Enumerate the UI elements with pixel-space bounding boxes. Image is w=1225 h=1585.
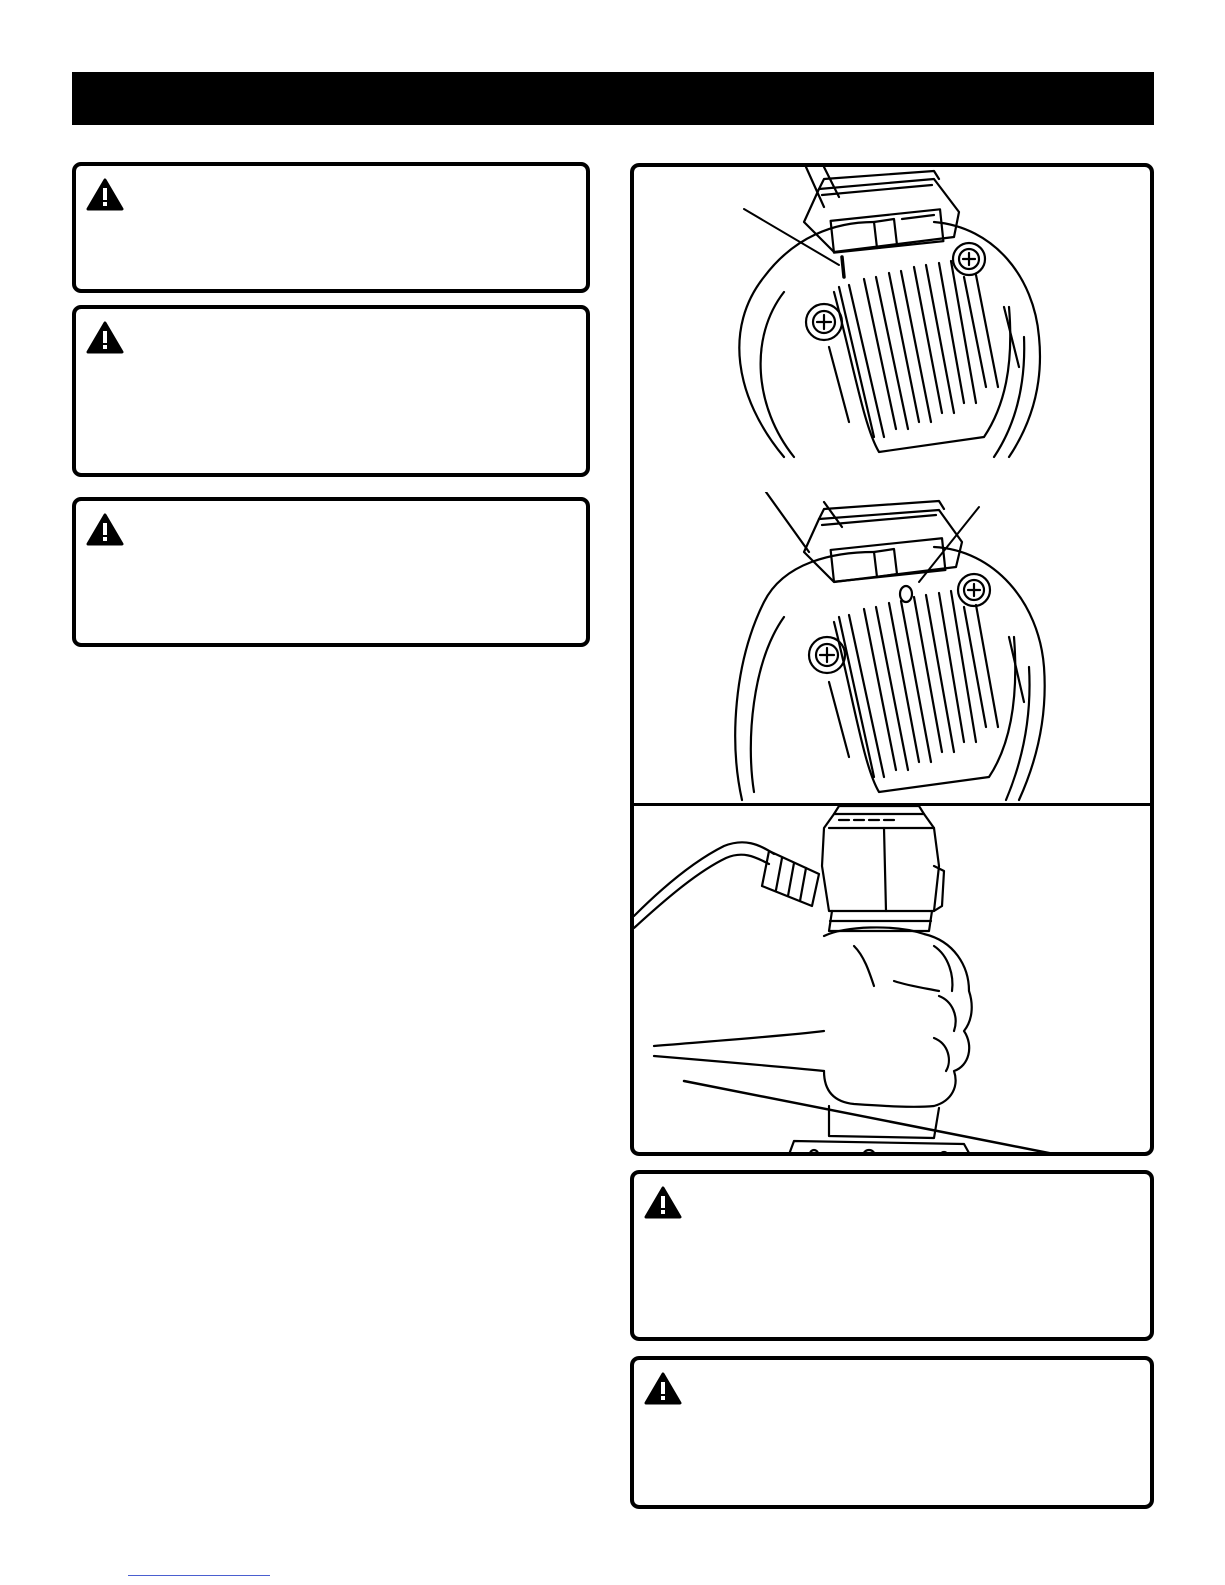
warning-triangle-icon xyxy=(86,321,124,355)
section-header-bar xyxy=(72,72,1154,125)
warning-box-2 xyxy=(72,305,590,477)
warning-box-3 xyxy=(72,497,590,647)
footer-link-underline[interactable] xyxy=(128,1575,270,1576)
warning-triangle-icon xyxy=(86,178,124,212)
switch-on-illustration xyxy=(634,167,1150,462)
warning-triangle-icon xyxy=(644,1186,682,1220)
router-handling-illustration xyxy=(634,806,1150,1156)
warning-box-4 xyxy=(630,1170,1154,1341)
warning-box-1 xyxy=(72,162,590,293)
figure-panel xyxy=(630,163,1154,1156)
warning-triangle-icon xyxy=(86,513,124,547)
switch-off-illustration xyxy=(634,492,1150,802)
warning-box-5 xyxy=(630,1356,1154,1509)
warning-triangle-icon xyxy=(644,1372,682,1406)
